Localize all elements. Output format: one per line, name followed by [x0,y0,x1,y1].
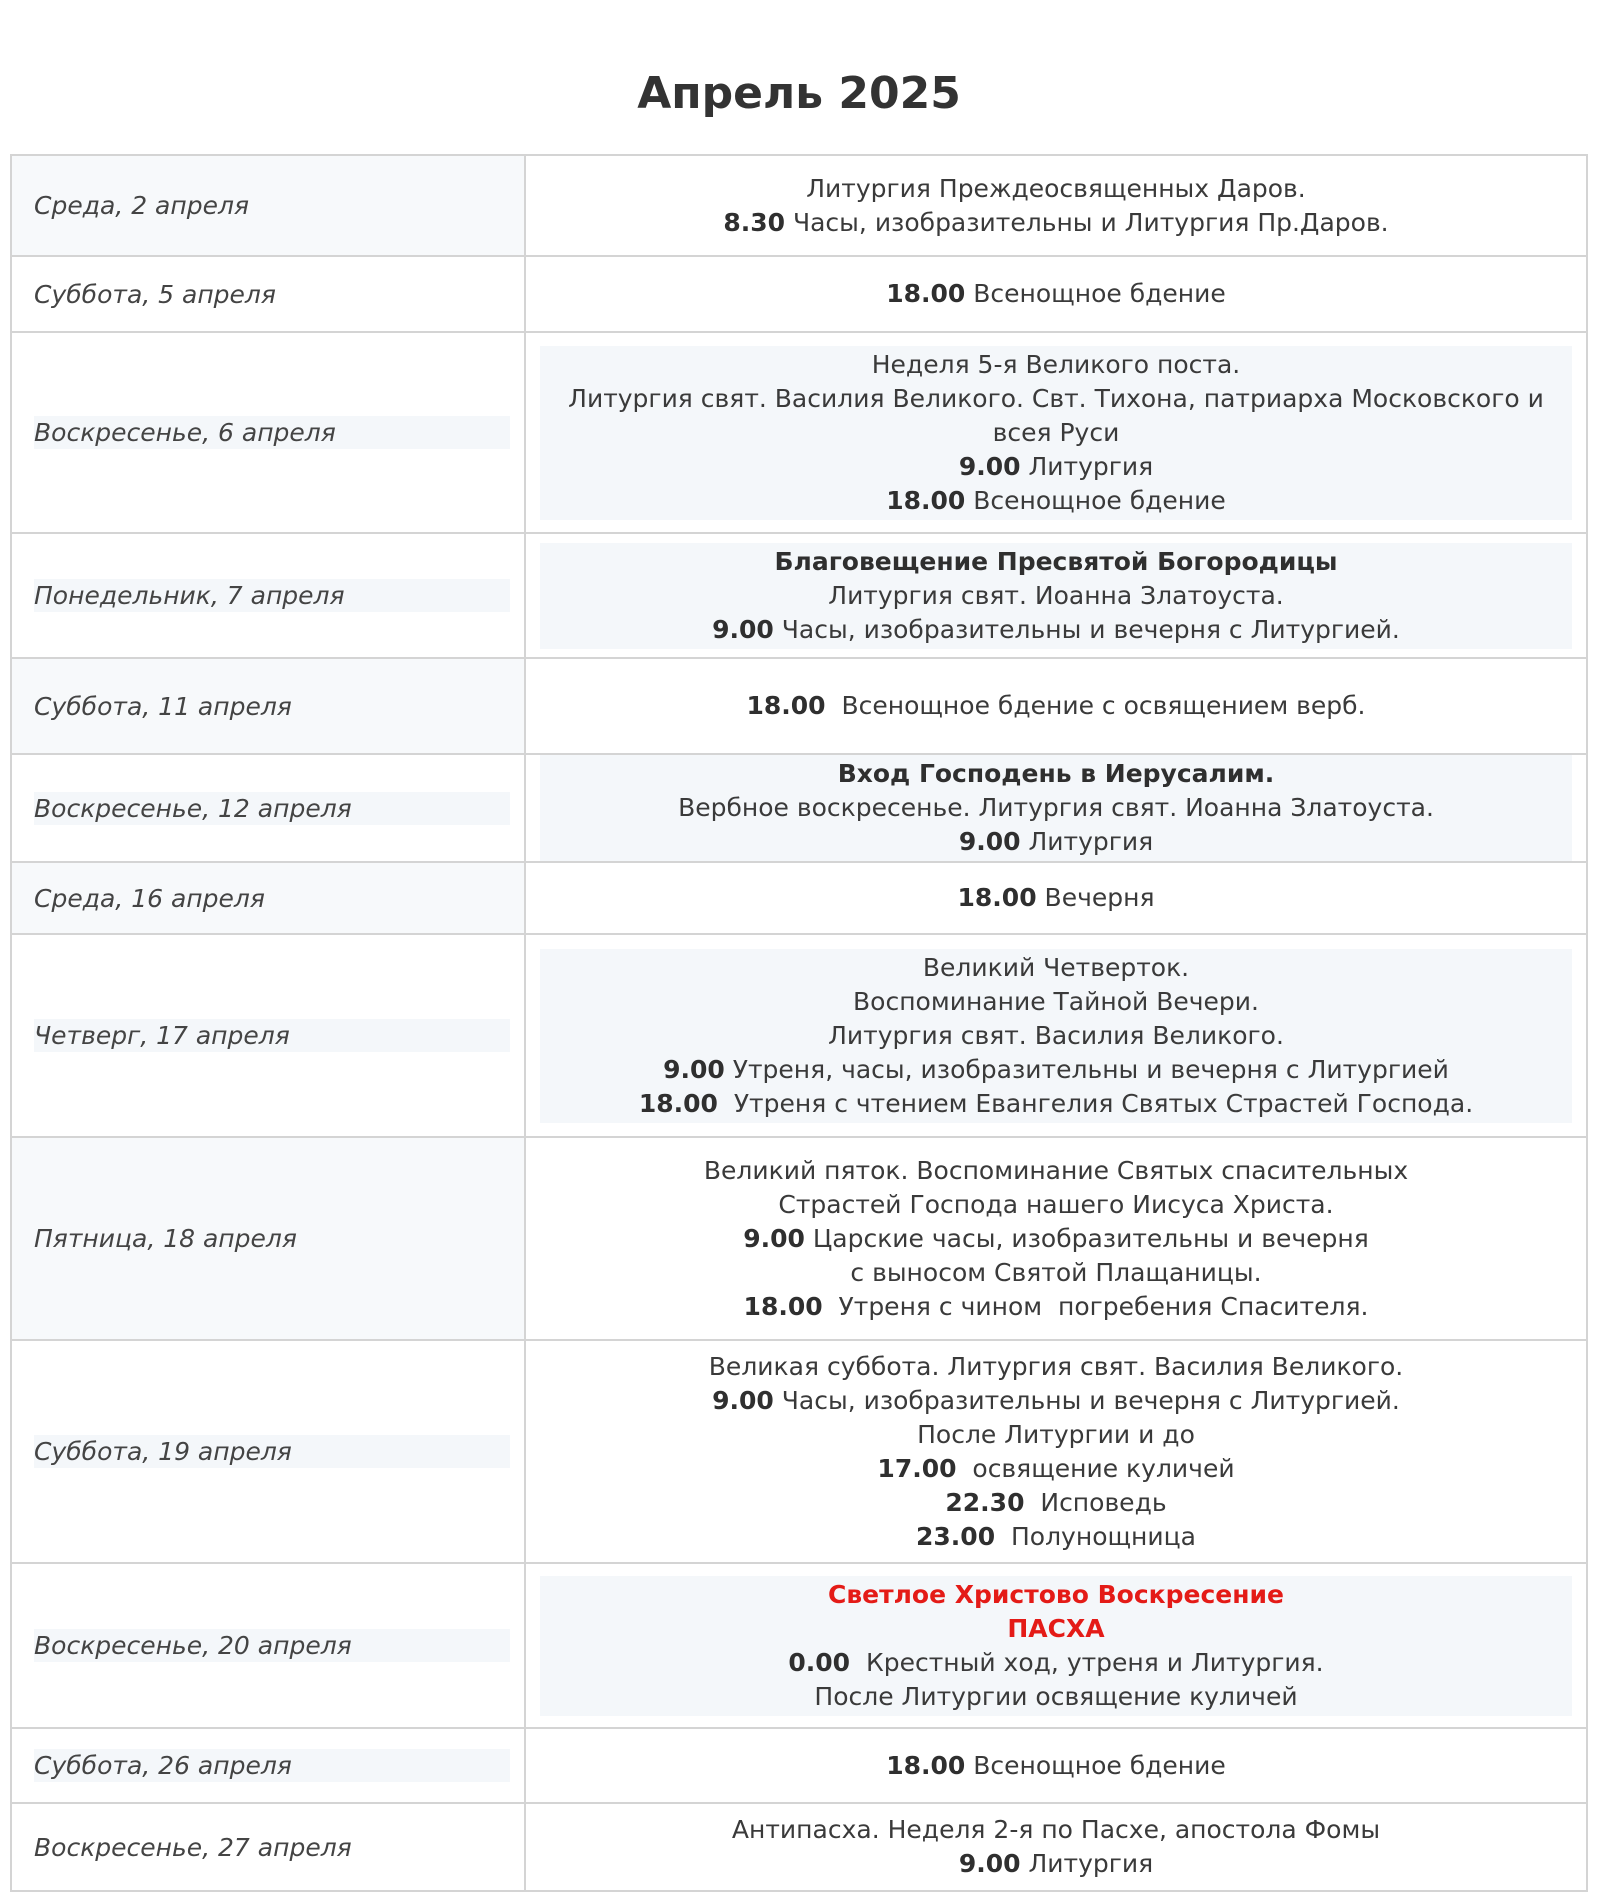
day-cell [11,256,525,332]
service-cell [525,1137,1587,1340]
service-list [540,1811,1572,1883]
service-line [540,825,1572,859]
service-text: Полунощница [995,1521,1196,1551]
service-text: всея Руси [992,417,1120,447]
day-label: Воскресенье, 20 апреля [34,1629,510,1662]
day-label: Среда, 2 апреля [34,191,249,220]
service-line [540,1520,1572,1554]
service-time: 18.00 [638,1088,718,1118]
service-cell [525,256,1587,332]
service-text: Антипасха. Неделя 2-я по Пасхе, апостола Фомы [731,1815,1381,1844]
service-time: 18.00 [746,691,826,720]
service-line [540,881,1572,915]
service-line [540,791,1572,825]
day-cell [11,658,525,754]
schedule-row [11,256,1587,332]
day-cell [11,1563,525,1728]
service-text: Царские часы, изобразительны и вечерня [804,1223,1369,1253]
schedule-table [10,154,1588,1892]
service-text: Крестный ход, утреня и Литургия. [850,1647,1324,1677]
day-cell [11,1803,525,1891]
service-list [540,1576,1572,1716]
service-time: 22.30 [945,1487,1025,1517]
service-line [540,1019,1572,1053]
service-text: Утреня с чином погребения Спасителя. [822,1291,1369,1321]
service-cell [525,533,1587,658]
day-cell [11,934,525,1137]
service-line [540,689,1572,723]
service-time: 23.00 [916,1521,996,1551]
service-text: Литургия [1020,1849,1154,1878]
day-cell [11,533,525,658]
feast-title: Светлое Христово Воскресение [827,1579,1285,1609]
schedule-row [11,1340,1587,1563]
service-line [540,1154,1572,1188]
service-text: Вечерня [1036,883,1155,912]
service-line [540,416,1572,450]
service-time: 0.00 [788,1647,851,1677]
service-text: Неделя 5-я Великого поста. [871,349,1241,379]
service-line [540,1646,1572,1680]
service-time: 9.00 [958,827,1021,856]
service-line [540,382,1572,416]
service-time: 9.00 [663,1054,725,1084]
service-text: Литургия [1020,451,1154,481]
service-text: Великий пяток. Воспоминание Святых спасительных [703,1155,1409,1185]
day-label: Четверг, 17 апреля [34,1019,510,1052]
service-text: Всенощное бдение с освящением верб. [825,691,1366,720]
service-list [540,879,1572,917]
service-list [540,275,1572,313]
day-label: Воскресенье, 27 апреля [34,1832,352,1862]
service-line [540,1452,1572,1486]
schedule-row [11,1803,1587,1891]
service-text: освящение куличей [956,1453,1235,1483]
service-line [540,951,1572,985]
day-cell [11,754,525,862]
day-label: Суббота, 11 апреля [34,691,292,721]
service-time: 18.00 [957,883,1037,912]
service-text: Великая суббота. Литургия свят. Василия Великого. [708,1351,1404,1381]
service-time: 18.00 [886,1750,966,1780]
service-text: Утреня, часы, изобразительны и вечерня с Литургией [724,1054,1449,1084]
schedule-row [11,155,1587,256]
service-time: 18.00 [886,279,966,308]
day-label: Суббота, 19 апреля [34,1435,510,1468]
service-text: Литургия свят. Василия Великого. [828,1020,1284,1050]
schedule-row [11,862,1587,934]
service-line [540,1749,1572,1783]
service-list [540,687,1572,725]
day-label: Воскресенье, 12 апреля [34,792,510,825]
service-line [540,1847,1572,1881]
service-line [540,206,1572,240]
service-text: Часы, изобразительны и вечерня с Литургией. [773,1385,1400,1415]
service-line [540,1350,1572,1384]
service-text: Всенощное бдение [965,1750,1226,1780]
service-text: Воспоминание Тайной Вечери. [853,986,1259,1016]
service-line [540,1256,1572,1290]
service-text: Всенощное бдение [965,485,1226,515]
service-list [540,949,1572,1123]
day-label: Воскресенье, 6 апреля [34,416,510,449]
service-line [540,1053,1572,1087]
feast-subtitle: ПАСХА [1007,1613,1105,1643]
service-text: Часы, изобразительны и Литургия Пр.Даров. [785,207,1389,237]
feast-heading: Благовещение Пресвятой Богородицы [774,546,1338,576]
day-label: Пятница, 18 апреля [34,1224,297,1253]
service-cell [525,155,1587,256]
service-list [540,1747,1572,1785]
service-time: 18.00 [886,485,966,515]
service-text: После Литургии освящение куличей [814,1681,1298,1711]
service-text: Часы, изобразительны и вечерня с Литургией. [773,614,1400,644]
service-line [540,579,1572,613]
service-line [540,172,1572,206]
service-text: Страстей Господа нашего Иисуса Христа. [778,1189,1334,1219]
service-text: с выносом Святой Плащаницы. [850,1257,1262,1287]
service-line [540,1486,1572,1520]
service-text: Всенощное бдение [965,279,1226,308]
service-time: 9.00 [712,1385,774,1415]
day-cell [11,1728,525,1803]
service-time: 9.00 [958,1849,1021,1878]
service-text: Литургия свят. Василия Великого. Свт. Тихона, патриарха Московского и [568,383,1544,413]
service-text: Великий Четверток. [922,952,1190,982]
service-line [540,1222,1572,1256]
schedule-row [11,934,1587,1137]
service-line [540,1188,1572,1222]
service-list [540,1152,1572,1326]
service-cell [525,658,1587,754]
service-cell [525,1728,1587,1803]
page-title: Апрель 2025 [637,68,961,119]
day-cell [11,332,525,533]
service-line [540,1087,1572,1121]
service-line [540,1680,1572,1714]
service-line [540,348,1572,382]
service-text: После Литургии и до [917,1419,1195,1449]
day-label: Суббота, 5 апреля [34,279,276,309]
service-line [540,1290,1572,1324]
schedule-row [11,754,1587,862]
day-cell [11,155,525,256]
service-time: 9.00 [743,1223,805,1253]
schedule-row [11,658,1587,754]
service-time: 9.00 [958,451,1021,481]
service-list [540,170,1572,242]
day-cell [11,1137,525,1340]
service-time: 17.00 [877,1453,957,1483]
schedule-row [11,533,1587,658]
service-time: 18.00 [743,1291,823,1321]
service-line [540,985,1572,1019]
day-cell [11,862,525,934]
service-text: Вербное воскресенье. Литургия свят. Иоанна Златоуста. [678,793,1434,822]
service-list [540,346,1572,520]
schedule-row [11,332,1587,533]
service-line [540,450,1572,484]
schedule-row [11,1728,1587,1803]
service-cell [525,332,1587,533]
service-cell [525,934,1587,1137]
service-list [540,755,1572,861]
service-line [540,484,1572,518]
day-cell [11,1340,525,1563]
service-list [540,1348,1572,1556]
service-cell [525,1803,1587,1891]
schedule-body [11,155,1587,1891]
service-text: Утреня с чтением Евангелия Святых Страстей Господа. [717,1088,1474,1118]
service-time: 8.30 [723,207,786,237]
service-line [540,277,1572,311]
schedule-row [11,1563,1587,1728]
day-label: Среда, 16 апреля [34,883,265,913]
service-time: 9.00 [712,614,774,644]
service-text: Литургия свят. Иоанна Златоуста. [828,580,1284,610]
service-line [540,1384,1572,1418]
schedule-row [11,1137,1587,1340]
service-cell [525,1340,1587,1563]
service-line [540,1418,1572,1452]
service-cell [525,754,1587,862]
service-text: Литургия Преждеосвященных Даров. [806,173,1306,203]
service-cell [525,1563,1587,1728]
service-text: Литургия [1020,827,1154,856]
service-line [540,1813,1572,1847]
feast-heading: Вход Господень в Иерусалим. [837,759,1275,788]
service-list [540,543,1572,649]
service-cell [525,862,1587,934]
day-label: Понедельник, 7 апреля [34,579,510,612]
service-line [540,613,1572,647]
service-text: Исповедь [1024,1487,1167,1517]
day-label: Суббота, 26 апреля [34,1749,510,1782]
